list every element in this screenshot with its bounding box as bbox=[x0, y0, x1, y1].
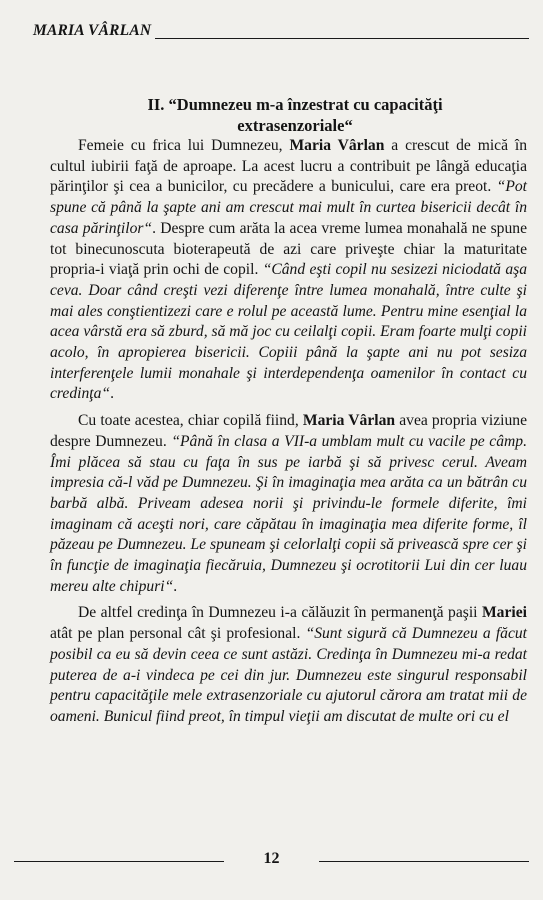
text-run: Cu toate acestea, chiar copilă fiind, bbox=[78, 412, 303, 430]
text-run: a crescut de mică în cultul iubirii faţă de aproape. La acest lucru a contribuit pe lângă educaţia părinţilor şi cea a bunicilor, cu precădere a bunicului, care era preot. bbox=[50, 137, 527, 196]
body-text bbox=[50, 136, 527, 734]
person-name: Maria Vârlan bbox=[289, 137, 385, 154]
person-name: Maria Vârlan bbox=[302, 412, 396, 430]
quote: “Sunt sigură că Dumnezeu a făcut posibil ca eu să devin ceea ce sunt astăzi. Credinţa în Dumnezeu mi-a redat puterea de a-i vindeca pe cei din jur. Dumnezeu este singurul responsabil pentru capacităţile mele extrasenzoriale cu ajutorul cărora am tratat mii de oameni. Bunicul fiind preot, în timpul vieţii am discutat de multe ori cu el bbox=[50, 625, 527, 725]
paragraph-1 bbox=[50, 136, 527, 405]
paragraph-2 bbox=[50, 411, 527, 597]
quote: “Până în clasa a VII-a umblam mult cu vacile pe câmp. Îmi plăcea să stau cu faţa în sus pe iarbă şi să privesc cerul. Aveam impresia că-l văd pe Dumnezeu. Şi în imaginaţia mea arăta ca un bătrân cu barbă albă. Priveam adesea norii şi privindu-le formele diferite, îmi imaginam că aceşti nori, care căpătau în imaginaţia mea diferite forme, îl păzeau pe Dumnezeu. Le spuneam şi celorlalţi copii să privească spre cer şi în funcţie de imaginaţia fiecăruia, Dumnezeu şi ocrotitorii Lui din cer luau mereu alte chipuri“ bbox=[50, 432, 527, 595]
running-header bbox=[33, 22, 529, 46]
text-run: avea propria viziune despre Dumnezeu. bbox=[50, 412, 528, 450]
footer-rule-right bbox=[319, 861, 529, 862]
text-run: . Despre cum arăta la acea vreme lumea monahală ne spune tot binecunoscuta bioterapeută de azi care priveşte chiar la maturitate propria-i viaţă prin ochi de copil. bbox=[50, 219, 527, 279]
text-run: . bbox=[110, 385, 114, 403]
person-name: Mariei bbox=[481, 604, 527, 622]
quote: “Când eşti copil nu sesizezi niciodată aşa ceva. Doar când creşti vezi diferenţe între lumea monahală, între culte şi mai ales conştientizezi care e rolul pe această lume. Pentru mine esenţial la acea vârstă era să zburd, să mă joc cu ceilalţi copii. Eram foarte mulţi copii acolo, în apropierea bisericii. Copiii până la şapte ani nu pot sesiza interferenţele lumii monahale şi interdependenţa oamenilor în contact cu credinţa“ bbox=[50, 261, 527, 403]
running-title: MARIA VÂRLAN bbox=[33, 22, 155, 40]
text-run: Femeie cu frica lui Dumnezeu, bbox=[78, 137, 290, 154]
text-run: . bbox=[173, 577, 178, 595]
text-run: atât pe plan personal cât şi profesional. bbox=[50, 625, 306, 643]
section-heading bbox=[100, 94, 490, 136]
section-heading-line-2: extrasenzoriale“ bbox=[237, 116, 353, 135]
page-footer bbox=[14, 850, 529, 874]
paragraph-3 bbox=[50, 603, 527, 727]
text-run: De altfel credinţa în Dumnezeu i-a călăuzit în permanenţă paşii bbox=[78, 604, 482, 622]
section-heading-line-1: II. “Dumnezeu m-a înzestrat cu capacităţi bbox=[147, 95, 443, 114]
page-number: 12 bbox=[263, 850, 280, 867]
quote: “Pot spune că până la şapte ani am crescut mai mult în curtea bisericii decât în casa părinţilor“ bbox=[50, 178, 527, 237]
